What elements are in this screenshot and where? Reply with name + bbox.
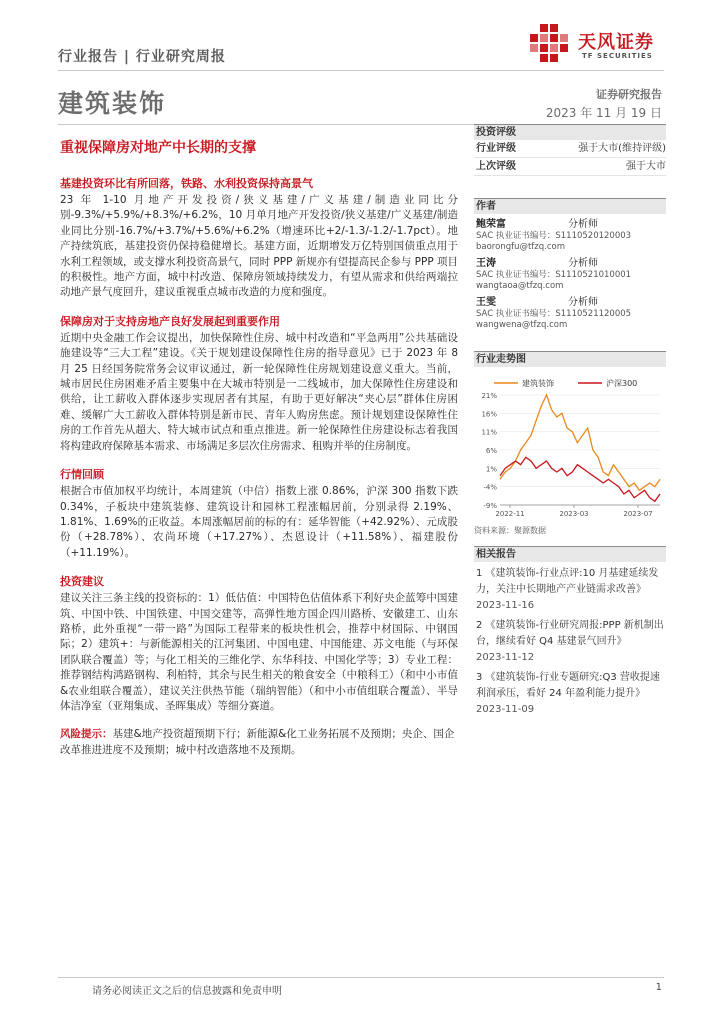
report-type-label: 行业报告 | 行业研究周报 xyxy=(58,49,226,65)
section-body: 建议关注三条主线的投资标的：1）低估值：中国特色估值体系下利好央企蓝筹中国建筑、中国中铁、中国铁建、中国交建等，高弹性地方国企四川路桥、安徽建工、山东路桥，此外重视“一带一路”为国际工程带来的板块性机会，推荐中材国际、中钢国际；2）建筑+：与新能源相关的江河集团、中国电建、中国能建、苏文电能（与环保团队联合覆盖）等；与化工相关的三维化学、东华科技、中国化学等；3）专业工程：推荐钢结构鸿路钢构、利柏特，其余与民生相关的粮食安全（中粮科工）（和中小市值&农业组联合覆盖），建议关注供热节能（瑞纳智能）（和中小市值组联合覆盖）、半导体洁净室（亚翔集成、圣晖集成）等细分赛道。 xyxy=(60,592,458,712)
section-body: 根据合市值加权平均统计，本周建筑（中信）指数上涨 0.86%，沪深 300 指数下跌 0.34%，子板块中建筑装修、建筑设计和园林工程涨幅居前，分别录得 2.19%、1.81%、1.69%的正收益。本周涨幅居前的标的有：延华智能（+42.92%）、元成股份（+28.78%）、农尚环境（+17.27%）、杰恩设计（+11.58%）、福建股份（+11.19%）。 xyxy=(60,485,458,559)
page-number: 1 xyxy=(655,982,662,993)
section-body: 23 年 1-10 月地产开发投资/狭义基建/广义基建/制造业同比分别-9.3%/+5.9%/+8.3%/+6.2%，10 月单月地产开发投资/狭义基建/广义基建/制造业同比分别-16.7%/+3.7%/+5.6%/+6.2%（增速环比+2/-1.3/-1.2/-1.7pct）。地产持续筑底，基建投资仍保持稳健增长。基建方面，近期增发万亿特别国债重点用于水利工程领域，或支撑水利投资高景气，同时 PPP 新规亦有望提高民企参与 PPP 项目的积极性。地产方面，城中村改造、保障房领域持续发力，有望从需求和供给两端拉动地产景气度回升，建议重视重点城市改造的力度和强度。 xyxy=(60,194,458,299)
x-tick-label: 2022-11 xyxy=(495,510,525,518)
rating-key: 行业评级 xyxy=(476,143,516,154)
logo-name-cn: 天风证券 xyxy=(578,32,654,53)
author-email[interactable]: wangtaoa@tfzq.com xyxy=(476,281,564,291)
section-affordable-housing xyxy=(60,314,458,454)
logo-icon xyxy=(526,22,574,70)
section-market-review xyxy=(60,467,458,561)
author-role: 分析师 xyxy=(568,297,598,308)
y-tick-label: 21% xyxy=(481,392,497,400)
related-report-title[interactable]: 1 《建筑装饰-行业点评:10 月基建延续发力，关注中长期地产产业链需求改善》 xyxy=(476,568,659,595)
rating-header: 投资评级 xyxy=(474,124,666,140)
series-line-construction xyxy=(500,395,660,490)
rating-row xyxy=(474,158,666,176)
author-entry xyxy=(474,296,666,331)
related-report-date: 2023-11-09 xyxy=(476,704,535,715)
related-header: 相关报告 xyxy=(474,546,666,562)
author-sac: SAC 执业证书编号：S1110520120003 xyxy=(476,231,632,241)
trend-header: 行业走势图 xyxy=(474,351,666,367)
legend-label: 沪深300 xyxy=(606,379,638,388)
author-entry xyxy=(474,218,666,253)
report-kind: 证券研究报告 xyxy=(596,88,662,101)
section-heading: 基建投资环比有所回落，铁路、水利投资保持高景气 xyxy=(60,177,313,190)
header-divider xyxy=(58,70,664,71)
section-heading: 投资建议 xyxy=(60,575,104,589)
report-title: 重视保障房对地产中长期的支撑 xyxy=(60,140,256,156)
section-infrastructure xyxy=(60,176,458,301)
y-tick-label: 11% xyxy=(481,428,497,437)
y-tick-label: 16% xyxy=(481,410,497,419)
section-heading: 保障房对于支持房地产良好发展起到重要作用 xyxy=(60,314,280,328)
section-body: 近期中央金融工作会议提出，加快保障性住房、城中村改造和“平急两用”公共基础设施建设等“三大工程”建设。《关于规划建设保障性住房的指导意见》已于 2023 年 8 月 25 日经国务院常务会议审议通过，新一轮保障性住房规划建设意义重大。当前，城市居民住房困难矛盾主要集中在大城市特别是一二线城市，加大保障性住房建设和供给，让工薪收入群体逐步实现居者有其屋，有助于更好解决“夹心层”群体住房困难、缓解广大工薪收入群体特别是新市民、青年人购房焦虑。预计规划建设保障性住房的工作首先从超大、特大城市试点和重点推进。新一轮保障性住房建设标志着我国将构建政府保障基本需求、市场满足多层次住房需求、租购并举的住房制度。 xyxy=(60,331,458,452)
risk-body: 基建&地产投资超预期下行；新能源&化工业务拓展不及预期；央企、国企改革推进进度不及预期；城中村改造落地不及预期。 xyxy=(60,728,455,756)
trend-chart-svg xyxy=(474,373,666,523)
author-role: 分析师 xyxy=(568,219,598,230)
rating-key: 上次评级 xyxy=(476,161,516,172)
sidebar xyxy=(474,124,666,718)
author-email[interactable]: baorongfu@tfzq.com xyxy=(476,242,566,252)
trend-chart xyxy=(474,373,666,523)
related-report[interactable] xyxy=(474,618,666,666)
author-email[interactable]: wangwena@tfzq.com xyxy=(476,320,568,330)
risk-label: 风险提示： xyxy=(60,728,113,741)
author-name: 鲍荣富 xyxy=(476,219,506,230)
author-role: 分析师 xyxy=(568,258,598,269)
rating-value: 强于大市 xyxy=(626,161,666,172)
legend-label: 建筑装饰 xyxy=(522,379,554,388)
rating-value: 强于大市(维持评级) xyxy=(578,143,666,154)
section-heading: 行情回顾 xyxy=(60,468,104,482)
y-tick-label: -9% xyxy=(483,502,497,510)
y-tick-label: 6% xyxy=(485,447,497,455)
chart-source: 资料来源：聚源数据 xyxy=(474,526,546,535)
footer-divider xyxy=(58,977,664,978)
y-tick-label: -4% xyxy=(483,483,497,492)
section-investment-advice xyxy=(60,574,458,714)
related-report-date: 2023-11-16 xyxy=(476,600,535,611)
rating-row xyxy=(474,140,666,158)
company-logo xyxy=(526,22,666,72)
y-tick-label: 1% xyxy=(485,465,497,474)
related-report[interactable] xyxy=(474,566,666,614)
series-line-csi300 xyxy=(500,457,660,501)
footer-disclaimer: 请务必阅读正文之后的信息披露和免责申明 xyxy=(92,986,282,997)
industry-name: 建筑装饰 xyxy=(58,89,167,118)
author-name: 王雯 xyxy=(476,297,496,308)
authors-header: 作者 xyxy=(474,198,666,214)
risk-warning xyxy=(60,727,458,758)
related-report-title[interactable]: 2 《建筑装饰-行业研究周报:PPP 新机制出台，继续看好 Q4 基建景气回升》 xyxy=(476,620,664,647)
author-sac: SAC 执业证书编号：S1110521010001 xyxy=(476,270,632,280)
logo-name-en: TF SECURITIES xyxy=(582,52,653,60)
related-report-title[interactable]: 3 《建筑装饰-行业专题研究:Q3 营收提速利润承压，看好 24 年盈利能力提升》 xyxy=(476,672,660,699)
related-report-date: 2023-11-12 xyxy=(476,652,535,663)
x-tick-label: 2023-03 xyxy=(559,510,589,518)
x-tick-label: 2023-07 xyxy=(623,510,653,518)
main-content xyxy=(60,176,458,758)
report-date: 2023 年 11 月 19 日 xyxy=(545,106,662,120)
author-entry xyxy=(474,257,666,292)
author-name: 王涛 xyxy=(476,258,496,269)
author-sac: SAC 执业证书编号：S1110521120005 xyxy=(476,309,632,319)
related-report[interactable] xyxy=(474,670,666,718)
